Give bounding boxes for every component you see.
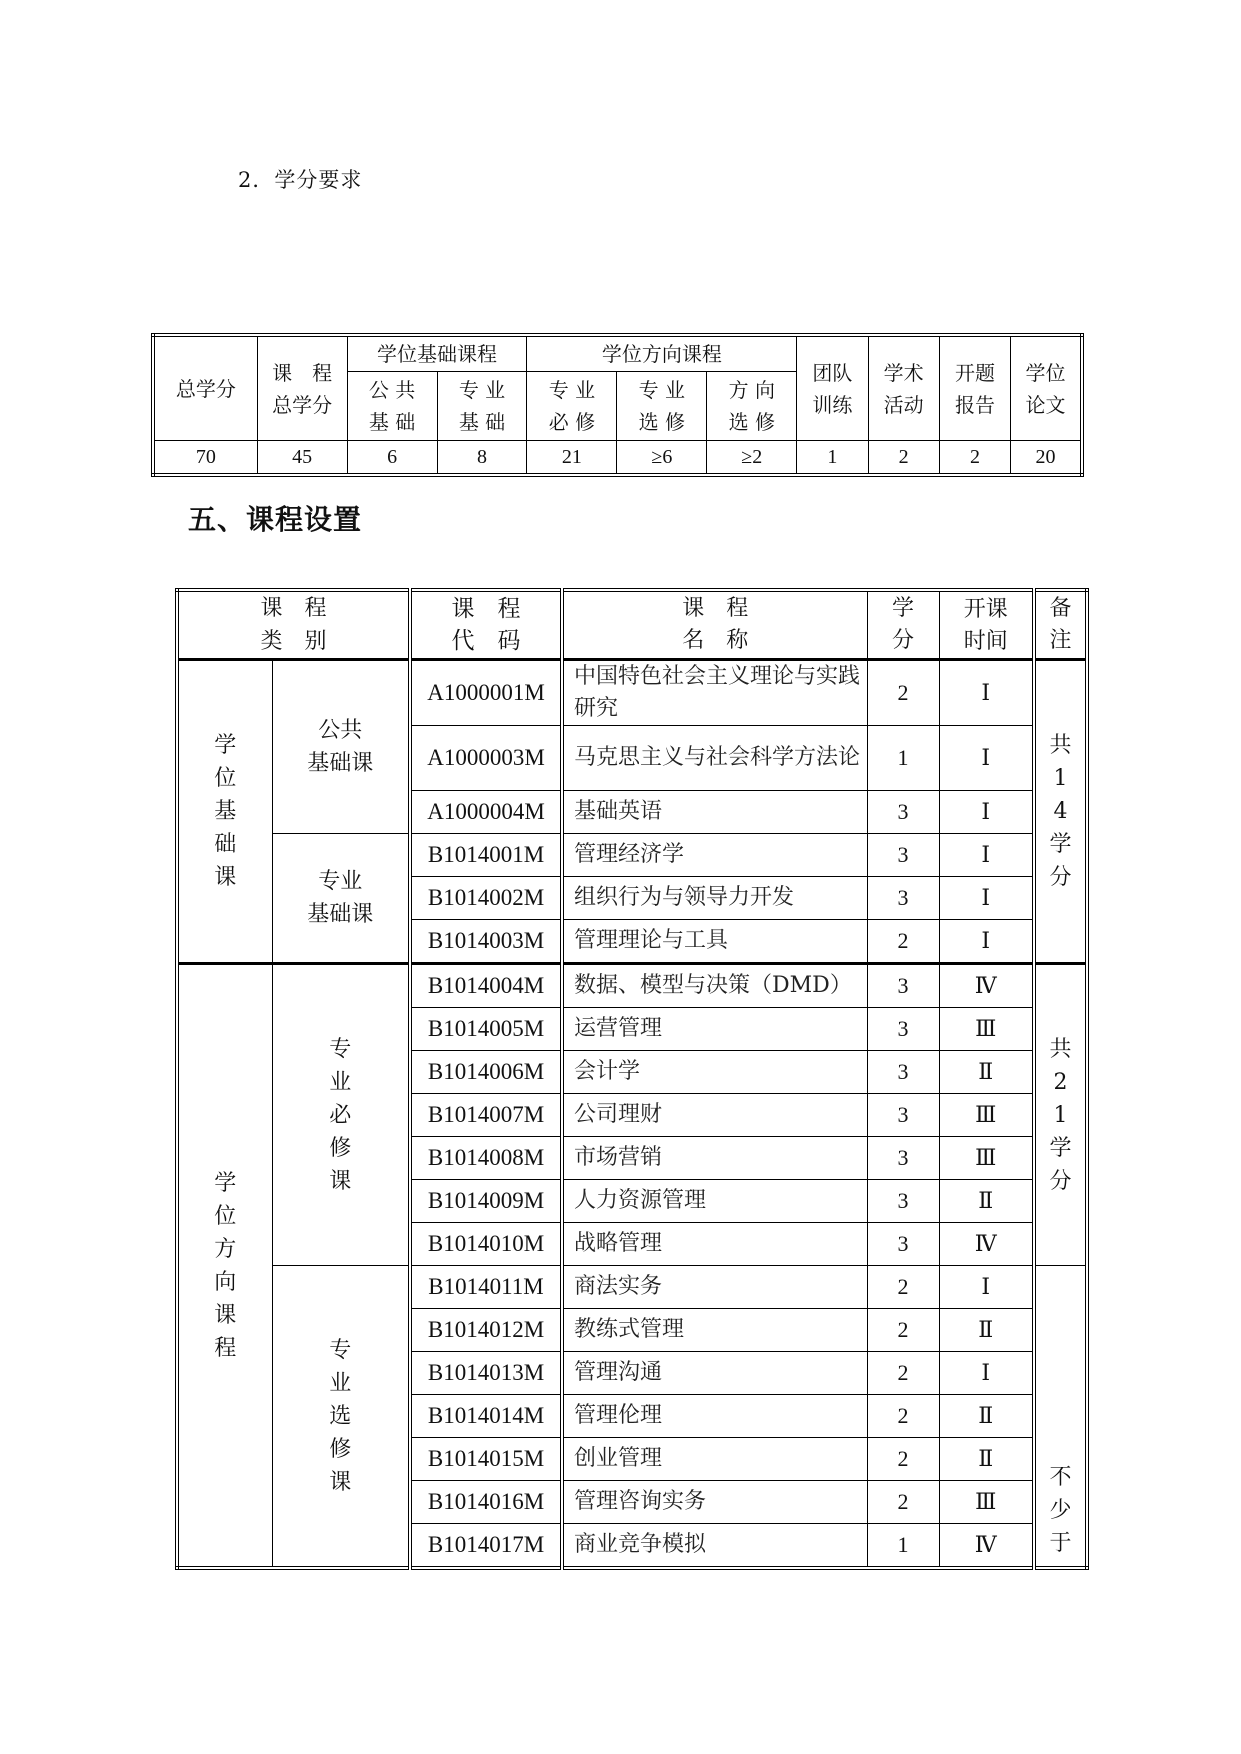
note-basic-credits: 共14学分	[1034, 660, 1087, 964]
value-major-elective: ≥6	[617, 441, 707, 476]
header-course-total-credits: 课 程 总学分	[257, 335, 347, 441]
group-degree-direction: 学位方向课程	[177, 964, 272, 1569]
course-name: 中国特色社会主义理论与实践研究	[562, 660, 867, 726]
header-major-basic: 专 业 基 础	[437, 372, 527, 441]
header-course-name: 课 程 名 称	[562, 590, 867, 660]
course-credit: 2	[867, 1438, 939, 1481]
course-credit: 3	[867, 1137, 939, 1180]
course-credit: 3	[867, 1051, 939, 1094]
course-name: 管理沟通	[562, 1352, 867, 1395]
course-code: B1014009M	[410, 1180, 562, 1223]
course-name: 商法实务	[562, 1266, 867, 1309]
course-term: Ⅲ	[939, 1008, 1034, 1051]
value-team-training: 1	[797, 441, 868, 476]
course-term: Ⅰ	[939, 726, 1034, 791]
course-term: Ⅱ	[939, 1309, 1034, 1352]
header-degree-direction-courses: 学位方向课程	[527, 335, 797, 372]
header-academic-activity: 学术 活动	[868, 335, 939, 441]
subgroup-major-basic: 专业 基础课	[272, 834, 410, 964]
course-name: 管理咨询实务	[562, 1481, 867, 1524]
course-term: Ⅰ	[939, 834, 1034, 877]
course-credit: 3	[867, 877, 939, 920]
course-code: A1000004M	[410, 791, 562, 834]
course-credit: 3	[867, 834, 939, 877]
course-code: B1014010M	[410, 1223, 562, 1266]
course-code: B1014015M	[410, 1438, 562, 1481]
header-proposal-report: 开题 报告	[939, 335, 1010, 441]
course-code: B1014014M	[410, 1395, 562, 1438]
course-name: 基础英语	[562, 791, 867, 834]
course-credit: 3	[867, 1180, 939, 1223]
header-notes: 备 注	[1034, 590, 1087, 660]
course-credit: 1	[867, 1524, 939, 1569]
course-term: Ⅰ	[939, 1352, 1034, 1395]
subgroup-major-required: 专业必修课	[272, 964, 410, 1266]
course-name: 战略管理	[562, 1223, 867, 1266]
course-name: 公司理财	[562, 1094, 867, 1137]
course-credit: 2	[867, 1395, 939, 1438]
course-credit: 3	[867, 791, 939, 834]
value-course-total-credits: 45	[257, 441, 347, 476]
course-term: Ⅲ	[939, 1094, 1034, 1137]
course-name: 市场营销	[562, 1137, 867, 1180]
value-degree-thesis: 20	[1011, 441, 1082, 476]
course-code: B1014001M	[410, 834, 562, 877]
subgroup-major-elective: 专业选修课	[272, 1266, 410, 1569]
note-elective-credits: 不少于	[1034, 1266, 1087, 1569]
value-total-credits: 70	[153, 441, 257, 476]
course-row	[177, 834, 1087, 877]
note-required-credits: 共21学分	[1034, 964, 1087, 1266]
course-setup-table	[175, 588, 1089, 1570]
course-name: 管理理论与工具	[562, 920, 867, 964]
course-credit: 2	[867, 1309, 939, 1352]
value-academic-activity: 2	[868, 441, 939, 476]
value-direction-elective: ≥2	[707, 441, 797, 476]
course-credit: 2	[867, 1352, 939, 1395]
header-public-basic: 公 共 基 础	[347, 372, 437, 441]
course-row	[177, 1266, 1087, 1309]
course-term: Ⅲ	[939, 1137, 1034, 1180]
course-term: Ⅰ	[939, 920, 1034, 964]
subgroup-public-basic: 公共 基础课	[272, 660, 410, 834]
course-name: 会计学	[562, 1051, 867, 1094]
section-title-course-setup: 五、课程设置	[188, 503, 363, 536]
course-code: A1000001M	[410, 660, 562, 726]
course-term: Ⅲ	[939, 1481, 1034, 1524]
credit-values-row	[153, 441, 1082, 476]
course-term: Ⅱ	[939, 1051, 1034, 1094]
course-code: B1014012M	[410, 1309, 562, 1352]
header-major-elective: 专 业 选 修	[617, 372, 707, 441]
header-major-required: 专 业 必 修	[527, 372, 617, 441]
course-name: 人力资源管理	[562, 1180, 867, 1223]
course-term: Ⅱ	[939, 1438, 1034, 1481]
course-code: B1014013M	[410, 1352, 562, 1395]
course-name: 数据、模型与决策（DMD）	[562, 964, 867, 1008]
course-row	[177, 660, 1087, 726]
value-proposal-report: 2	[939, 441, 1010, 476]
course-term: Ⅰ	[939, 1266, 1034, 1309]
course-term: Ⅱ	[939, 1180, 1034, 1223]
course-code: B1014016M	[410, 1481, 562, 1524]
course-name: 管理伦理	[562, 1395, 867, 1438]
course-credit: 3	[867, 1008, 939, 1051]
course-name: 管理经济学	[562, 834, 867, 877]
course-credit: 1	[867, 726, 939, 791]
course-credit: 3	[867, 964, 939, 1008]
value-public-basic: 6	[347, 441, 437, 476]
subheading-credit-requirements: 2．学分要求	[238, 168, 363, 192]
course-code: B1014004M	[410, 964, 562, 1008]
course-code: B1014002M	[410, 877, 562, 920]
course-term: Ⅱ	[939, 1395, 1034, 1438]
header-course-category: 课 程 类 别	[177, 590, 410, 660]
course-code: B1014017M	[410, 1524, 562, 1569]
header-degree-basic-courses: 学位基础课程	[347, 335, 527, 372]
course-name: 教练式管理	[562, 1309, 867, 1352]
course-code: B1014006M	[410, 1051, 562, 1094]
course-code: B1014007M	[410, 1094, 562, 1137]
course-credit: 2	[867, 920, 939, 964]
course-credit: 2	[867, 660, 939, 726]
course-credit: 2	[867, 1266, 939, 1309]
course-credit: 3	[867, 1223, 939, 1266]
course-term: Ⅰ	[939, 660, 1034, 726]
course-code: B1014005M	[410, 1008, 562, 1051]
header-term: 开课 时间	[939, 590, 1034, 660]
group-degree-basic: 学位基础课	[177, 660, 272, 964]
course-term: Ⅰ	[939, 791, 1034, 834]
course-credit: 2	[867, 1481, 939, 1524]
header-degree-thesis: 学位 论文	[1011, 335, 1082, 441]
course-code: A1000003M	[410, 726, 562, 791]
header-credits: 学 分	[867, 590, 939, 660]
header-course-code: 课 程 代 码	[410, 590, 562, 660]
course-name: 马克思主义与社会科学方法论	[562, 726, 867, 791]
value-major-basic: 8	[437, 441, 527, 476]
value-major-required: 21	[527, 441, 617, 476]
course-term: Ⅰ	[939, 877, 1034, 920]
header-total-credits: 总学分	[153, 335, 257, 441]
course-code: B1014011M	[410, 1266, 562, 1309]
course-code: B1014003M	[410, 920, 562, 964]
course-name: 运营管理	[562, 1008, 867, 1051]
course-credit: 3	[867, 1094, 939, 1137]
credit-requirements-table	[151, 333, 1084, 477]
course-name: 商业竞争模拟	[562, 1524, 867, 1569]
course-term: Ⅳ	[939, 1524, 1034, 1569]
course-row	[177, 964, 1087, 1008]
course-code: B1014008M	[410, 1137, 562, 1180]
header-team-training: 团队 训练	[797, 335, 868, 441]
course-name: 组织行为与领导力开发	[562, 877, 867, 920]
course-term: Ⅳ	[939, 964, 1034, 1008]
course-name: 创业管理	[562, 1438, 867, 1481]
course-term: Ⅳ	[939, 1223, 1034, 1266]
header-direction-elective: 方 向 选 修	[707, 372, 797, 441]
